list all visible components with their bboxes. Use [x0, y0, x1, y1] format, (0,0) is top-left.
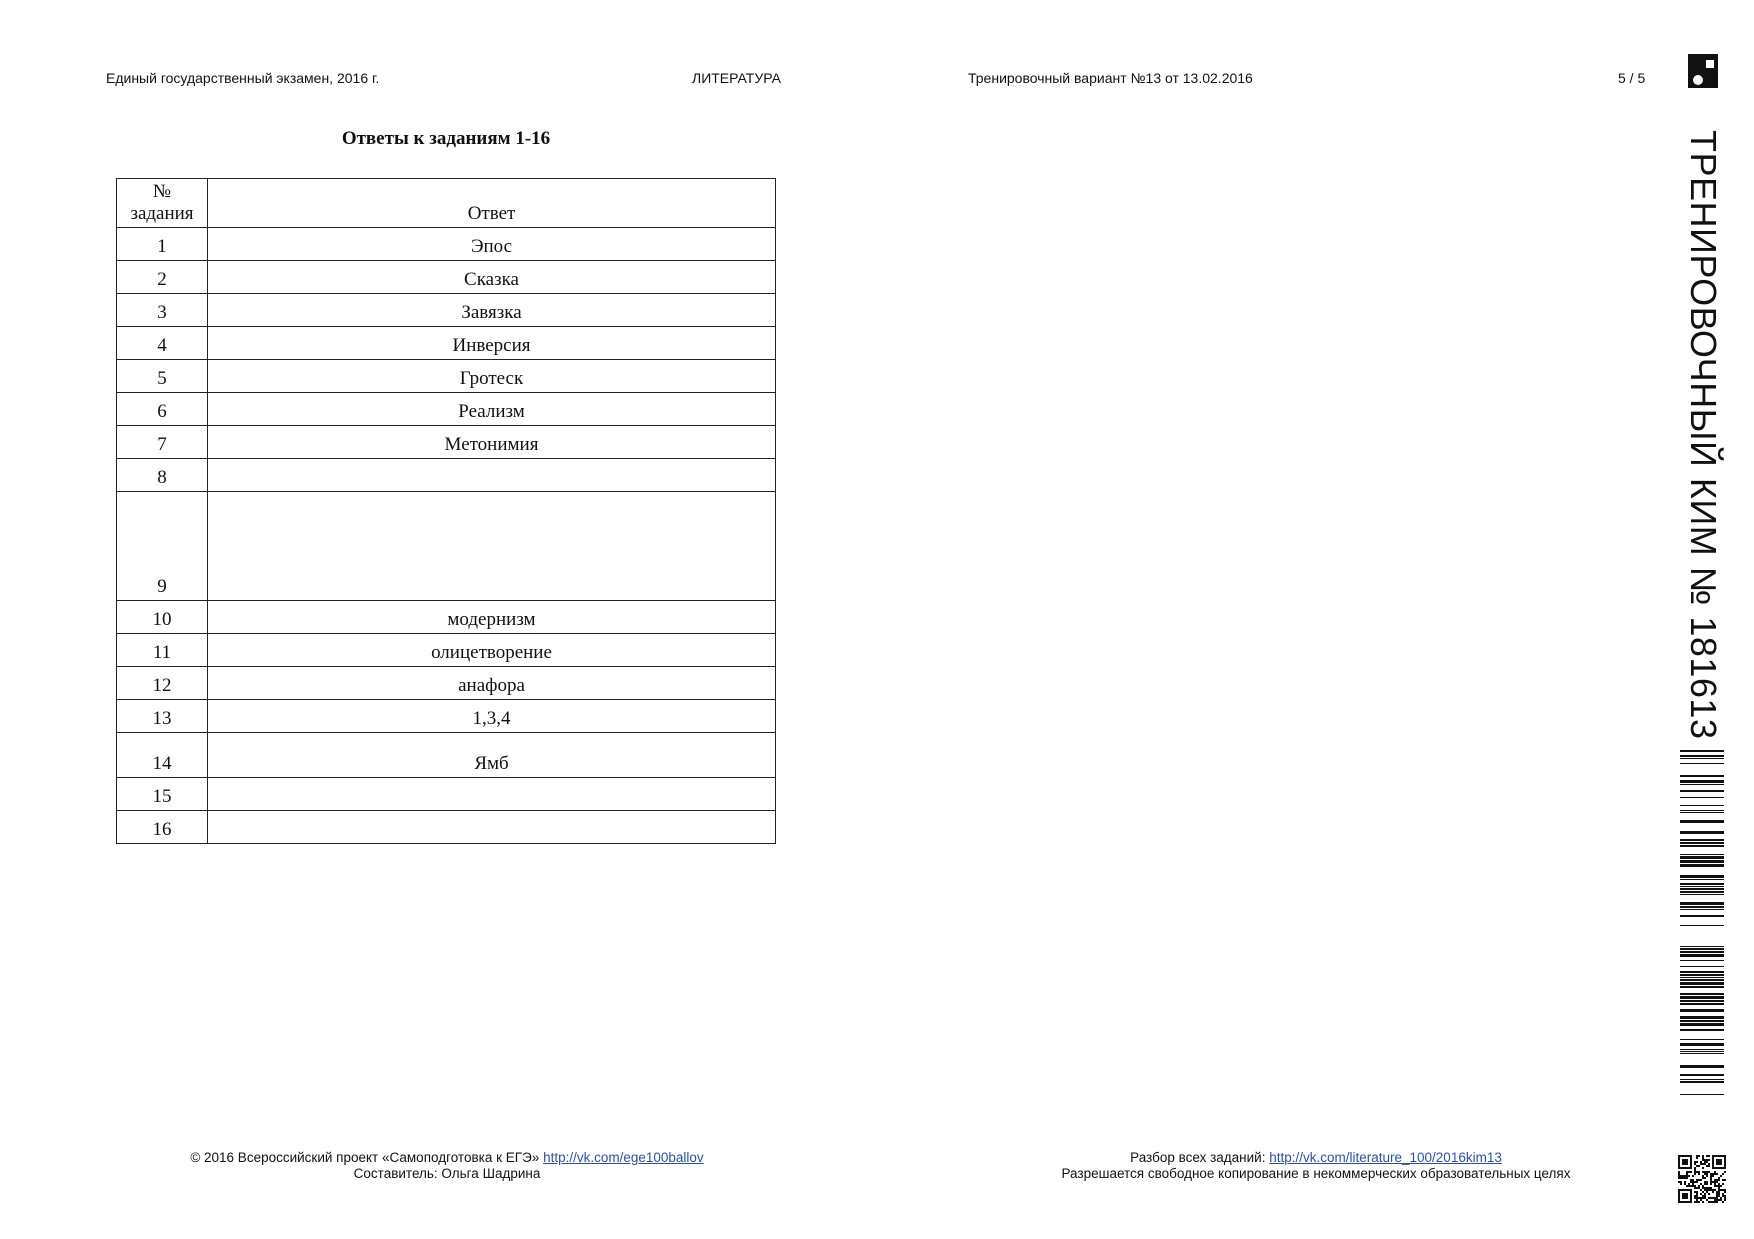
task-number: 11 — [117, 634, 208, 667]
task-answer — [208, 459, 776, 492]
task-answer: Гротеск — [208, 360, 776, 393]
task-answer: Завязка — [208, 294, 776, 327]
footer-left — [150, 1150, 744, 1182]
table-row — [117, 778, 776, 811]
task-answer: анафора — [208, 667, 776, 700]
table-row — [117, 327, 776, 360]
footer-analysis-text: Разбор всех заданий: — [1130, 1150, 1266, 1165]
task-answer — [208, 492, 776, 601]
task-answer: Метонимия — [208, 426, 776, 459]
table-row — [117, 700, 776, 733]
table-row — [117, 459, 776, 492]
table-row — [117, 601, 776, 634]
column-header-answer: Ответ — [208, 179, 776, 228]
task-answer: Ямб — [208, 733, 776, 778]
task-number: 6 — [117, 393, 208, 426]
task-answer: Сказка — [208, 261, 776, 294]
header-variant: Тренировочный вариант №13 от 13.02.2016 — [968, 70, 1253, 86]
table-title: Ответы к заданиям 1-16 — [341, 128, 551, 149]
qr-code-icon — [1678, 1155, 1726, 1203]
task-number: 5 — [117, 360, 208, 393]
task-number: 9 — [117, 492, 208, 601]
footer-right — [1016, 1150, 1616, 1182]
footer-project-line — [150, 1150, 744, 1166]
table-row — [117, 634, 776, 667]
task-answer — [208, 778, 776, 811]
table-row — [117, 733, 776, 778]
task-number: 7 — [117, 426, 208, 459]
barcode-icon — [1680, 750, 1724, 1100]
side-title-text: ТРЕНИРОВОЧНЫЙ КИМ № 181613 — [1683, 130, 1724, 740]
table-row — [117, 228, 776, 261]
task-number: 12 — [117, 667, 208, 700]
table-row — [117, 393, 776, 426]
table-header-row — [117, 179, 776, 228]
header-exam: Единый государственный экзамен, 2016 г. — [106, 70, 380, 86]
table-row — [117, 360, 776, 393]
task-number: 14 — [117, 733, 208, 778]
task-answer: Инверсия — [208, 327, 776, 360]
header-page-number: 5 / 5 — [1618, 70, 1646, 86]
footer-analysis-line — [1016, 1150, 1616, 1166]
footer-analysis-link[interactable]: http://vk.com/literature_100/2016kim13 — [1269, 1150, 1502, 1165]
table-row — [117, 294, 776, 327]
task-number: 4 — [117, 327, 208, 360]
task-answer: модернизм — [208, 601, 776, 634]
table-row — [117, 811, 776, 844]
footer-project-text: © 2016 Всероссийский проект «Самоподготовка к ЕГЭ» — [190, 1150, 540, 1165]
task-answer: Эпос — [208, 228, 776, 261]
task-answer: Реализм — [208, 393, 776, 426]
task-number: 3 — [117, 294, 208, 327]
task-number: 10 — [117, 601, 208, 634]
table-row — [117, 261, 776, 294]
header-subject: ЛИТЕРАТУРА — [692, 70, 781, 86]
task-answer: олицетворение — [208, 634, 776, 667]
column-header-number — [117, 179, 208, 228]
column-header-number-symbol: № — [152, 181, 172, 202]
task-number: 13 — [117, 700, 208, 733]
footer-project-link[interactable]: http://vk.com/ege100ballov — [543, 1150, 704, 1165]
task-number: 2 — [117, 261, 208, 294]
footer-copy-note: Разрешается свободное копирование в некоммерческих образовательных целях — [1061, 1166, 1571, 1181]
table-row — [117, 492, 776, 601]
column-header-number-label: задания — [130, 203, 194, 224]
answers-table — [116, 178, 776, 844]
task-number: 1 — [117, 228, 208, 261]
table-row — [117, 667, 776, 700]
registration-mark-icon — [1688, 54, 1718, 88]
side-title — [1676, 130, 1736, 740]
task-number: 16 — [117, 811, 208, 844]
task-number: 15 — [117, 778, 208, 811]
task-answer: 1,3,4 — [208, 700, 776, 733]
task-number: 8 — [117, 459, 208, 492]
table-row — [117, 426, 776, 459]
task-answer — [208, 811, 776, 844]
footer-author: Составитель: Ольга Шадрина — [353, 1166, 541, 1181]
